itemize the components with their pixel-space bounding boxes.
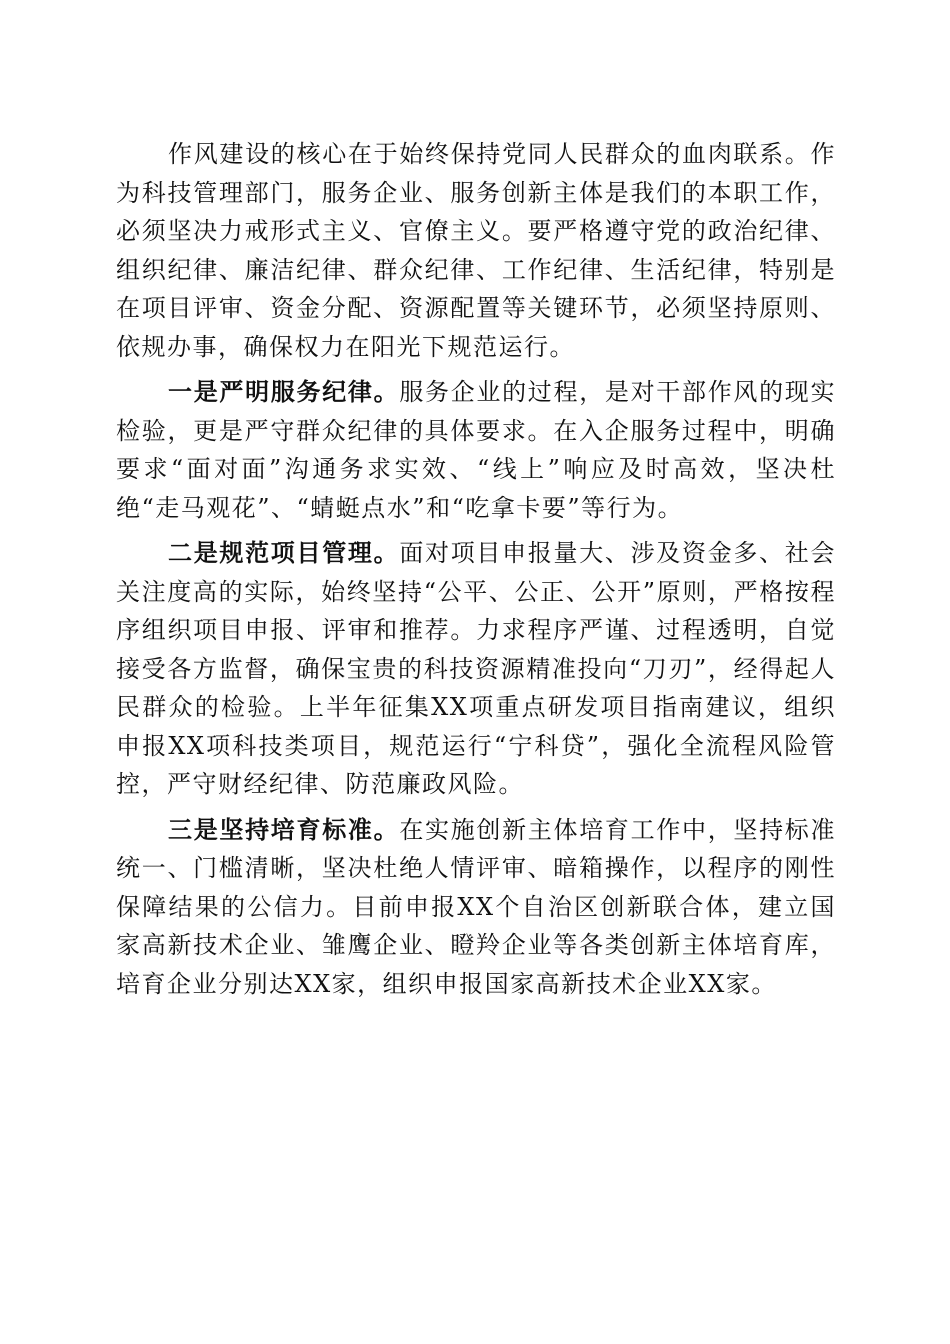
paragraph-text: 作风建设的核心在于始终保持党同人民群众的血肉联系。作为科技管理部门，服务企业、服务创新主体是我们的本职工作，必须坚决力戒形式主义、官僚主义。要严格遵守党的政治纪律、组织纪律、廉洁纪律、群众纪律、工作纪律、生活纪律，特别是在项目评审、资金分配、资源配置等关键环节，必须坚持原则、依规办事，确保权力在阳光下规范运行。	[116, 140, 836, 361]
paragraph-cultivation-standard	[116, 811, 836, 1004]
document-body	[116, 135, 836, 1010]
paragraph-project-management	[116, 534, 836, 804]
paragraph-text: 服务企业的过程，是对干部作风的现实检验，更是严守群众纪律的具体要求。在入企服务过程中，明确要求“面对面”沟通务求实效、“线上”响应及时高效，坚决杜绝“走马观花”、“蜻蜓点水”和“吃拿卡要”等行为。	[116, 378, 837, 522]
paragraph-text: 在实施创新主体培育工作中，坚持标准统一、门槛清晰，坚决杜绝人情评审、暗箱操作，以程序的刚性保障结果的公信力。目前申报XX个自治区创新联合体，建立国家高新技术企业、雏鹰企业、瞪羚企业等各类创新主体培育库，培育企业分别达XX家，组织申报国家高新技术企业XX家。	[116, 815, 837, 998]
paragraph-heading: 二是规范项目管理。	[168, 538, 400, 567]
paragraph-service-discipline	[116, 373, 836, 527]
paragraph-intro	[116, 135, 836, 366]
paragraph-text: 面对项目申报量大、涉及资金多、社会关注度高的实际，始终坚持“公平、公正、公开”原则，严格按程序组织项目申报、评审和推荐。力求程序严谨、过程透明，自觉接受各方监督，确保宝贵的科技资源精准投向“刀刃”，经得起人民群众的检验。上半年征集XX项重点研发项目指南建议，组织申报XX项科技类项目，规范运行“宁科贷”，强化全流程风险管控，严守财经纪律、防范廉政风险。	[116, 539, 837, 798]
paragraph-heading: 一是严明服务纪律。	[168, 377, 400, 406]
paragraph-heading: 三是坚持培育标准。	[168, 814, 400, 844]
